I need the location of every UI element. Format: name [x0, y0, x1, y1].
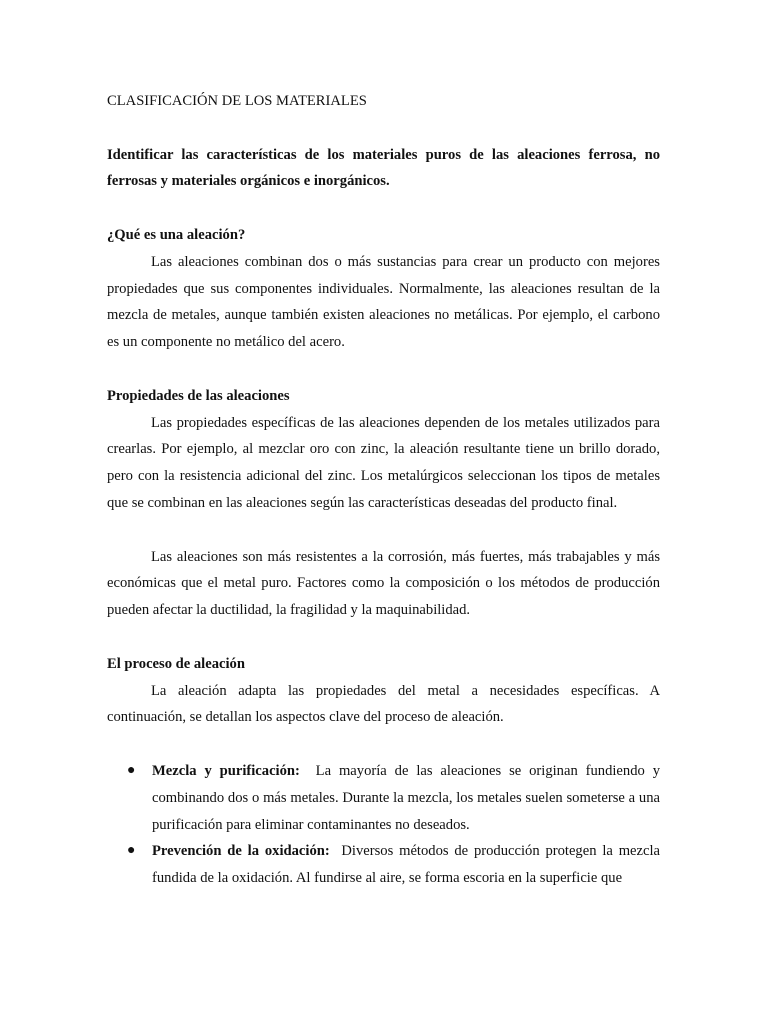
section-heading: El proceso de aleación — [107, 655, 245, 672]
bullet-icon: ● — [127, 762, 136, 778]
bullet-text: Diversos métodos de producción protegen la mezcla fundida de la oxidación. Al fundirse al aire, se forma escoria en la superficie que — [152, 843, 661, 887]
body-paragraph: Las aleaciones son más resistentes a la corrosión, más fuertes, más trabajables y más económicas que el metal puro. Factores como la composición o los métodos de producción pueden afectar la ductilidad, la fragilidad y la maquinabilidad. — [107, 548, 660, 619]
section-heading: Propiedades de las aleaciones — [107, 387, 290, 404]
bullet-list — [107, 758, 660, 892]
section-what-is-alloy — [107, 222, 660, 356]
document-title: CLASIFICACIÓN DE LOS MATERIALES — [107, 93, 367, 109]
body-paragraph: Las propiedades específicas de las aleaciones dependen de los metales utilizados para crearlas. Por ejemplo, al mezclar oro con zinc, la aleación resultante tiene un brillo dorado, pero con la resistencia adicional del zinc. Los metalúrgicos seleccionan los tipos de metales que se combinan en las aleaciones según las características deseadas del producto final. — [107, 414, 660, 511]
section-heading: ¿Qué es una aleación? — [107, 226, 246, 243]
section-alloy-properties — [107, 383, 660, 624]
list-item — [107, 838, 660, 892]
bullet-icon: ● — [127, 843, 136, 859]
bullet-text: La mayoría de las aleaciones se originan fundiendo y combinando dos o más metales. Durante la mezcla, los metales suelen someterse a una purificación para eliminar contaminantes no deseados. — [152, 762, 660, 833]
list-item — [107, 758, 660, 838]
objective-statement: Identificar las características de los materiales puros de las aleaciones ferrosa, no ferrosas y materiales orgánicos e inorgánicos. — [107, 146, 660, 190]
bullet-term: Prevención de la oxidación: — [152, 843, 330, 860]
section-alloy-process — [107, 651, 660, 892]
body-paragraph: La aleación adapta las propiedades del metal a necesidades específicas. A continuación, se detallan los aspectos clave del proceso de aleación. — [107, 682, 660, 726]
document-page — [107, 88, 660, 892]
body-paragraph: Las aleaciones combinan dos o más sustancias para crear un producto con mejores propiedades que sus componentes individuales. Normalmente, las aleaciones resultan de la mezcla de metales, aunque también existen aleaciones no metálicas. Por ejemplo, el carbono es un componente no metálico del acero. — [107, 253, 660, 351]
bullet-term: Mezcla y purificación: — [152, 762, 300, 779]
